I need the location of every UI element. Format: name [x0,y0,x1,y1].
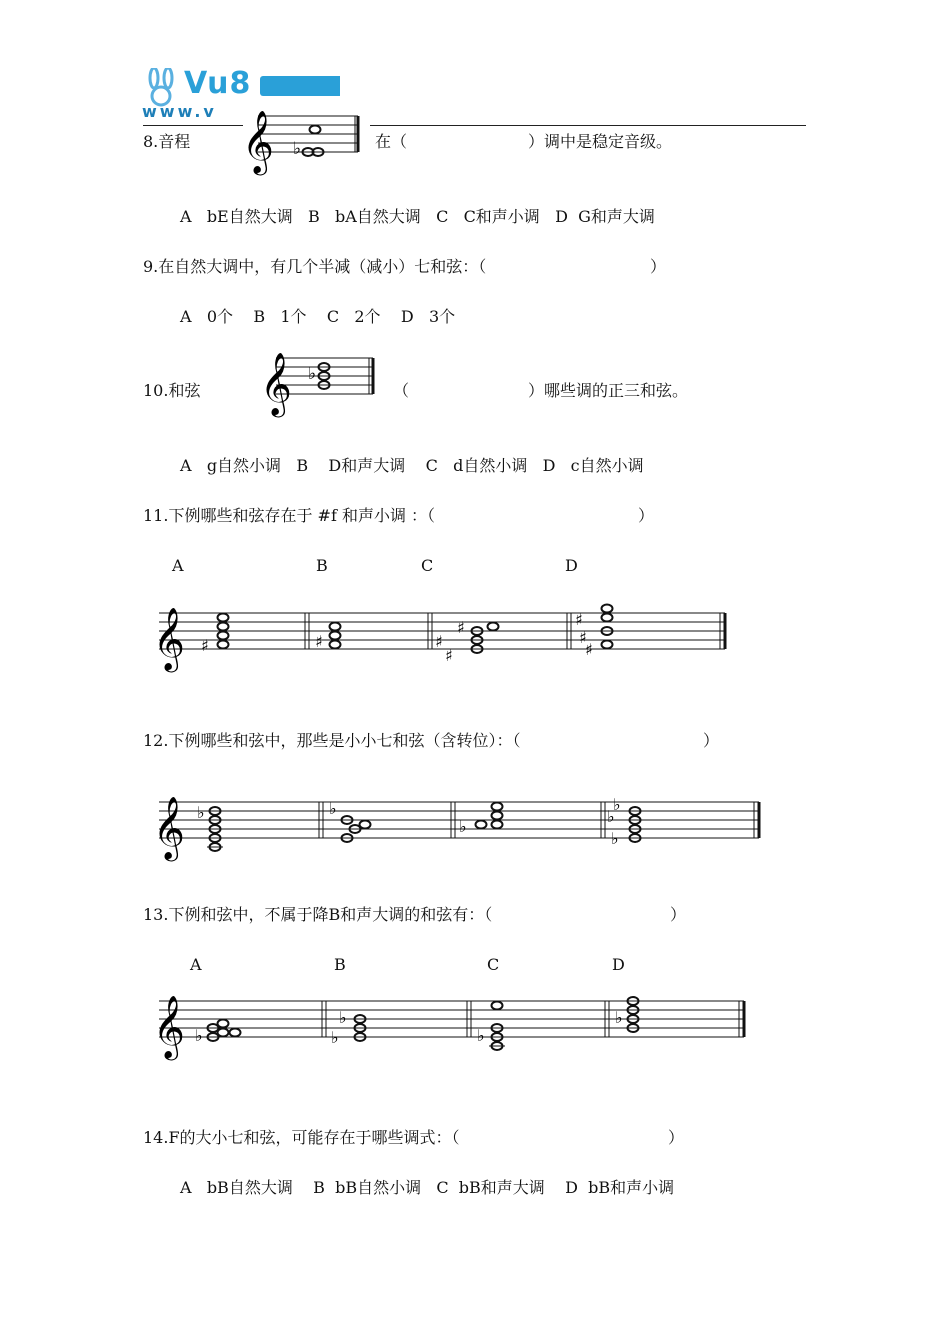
treble-clef-icon: 𝄞 [153,607,185,670]
q12-end: ） [703,731,720,750]
flat-icon: ♭ [331,1028,339,1047]
q11-chords-staff [155,595,730,675]
q14-end: ） [668,1128,685,1147]
q8-interval-staff [240,98,370,178]
flat-icon: ♭ [459,817,467,836]
q13-label-b: B [334,955,346,974]
flat-icon: ♭ [615,1008,623,1027]
flat-icon: ♭ [477,1026,485,1045]
q10-end: ）哪些调的正三和弦。 [528,381,689,400]
flat-icon: ♭ [611,829,619,848]
q11-text: 11.下例哪些和弦存在于 #f 和声小调 ：（ [143,506,436,525]
q13-label-c: C [487,955,500,974]
logo-url: www.v [142,102,217,121]
sharp-icon: ♯ [579,628,587,647]
header-rule-left [143,125,243,126]
q11-end: ） [638,506,655,525]
q13-label-a: A [190,955,202,974]
sharp-icon: ♯ [445,646,453,665]
treble-clef-icon: 𝄞 [153,995,185,1058]
logo-mark: Vu8 [184,66,252,101]
q10-prefix: 10.和弦 [143,381,201,400]
note-c5 [310,126,321,134]
sharp-icon: ♯ [315,632,323,651]
q13-text: 13.下例和弦中，不属于降B和声大调的和弦有：（ [143,905,493,924]
q14-text: 14.F的大小七和弦，可能存在于哪些调式：（ [143,1128,460,1147]
sharp-icon: ♯ [575,610,583,629]
flat-icon: ♭ [329,799,337,818]
flat-icon: ♭ [613,795,621,814]
q11-label-a: A [172,556,184,575]
q9-end: ） [650,257,667,276]
flat-icon: ♭ [607,807,615,826]
sharp-icon: ♯ [457,618,465,637]
q9-text: 9.在自然大调中，有几个半减（减小）七和弦：（ [143,257,487,276]
q10-chord-staff [258,340,378,420]
q14-options: A bB自然大调 B bB自然小调 C bB和声大调 D bB和声小调 [180,1178,675,1197]
flat-icon: ♭ [308,364,317,384]
q9-options: A 0个 B 1个 C 2个 D 3个 [180,307,456,326]
treble-clef-icon: 𝄞 [260,352,292,415]
q10-mid: （ [393,381,410,400]
flat-icon: ♭ [195,1026,203,1045]
q8-options: A bE自然大调 B bA自然大调 C C和声小调 D G和声大调 [180,207,655,226]
q12-text: 12.下例哪些和弦中，那些是小小七和弦（含转位）：（ [143,731,521,750]
q13-end: ） [670,905,687,924]
q8-end: ）调中是稳定音级。 [528,132,673,151]
q11-label-c: C [421,556,434,575]
q12-chords-staff [155,784,765,864]
logo-banner [260,76,340,96]
q11-label-d: D [565,556,578,575]
flat-icon: ♭ [339,1008,347,1027]
treble-clef-icon: 𝄞 [153,796,185,859]
q13-label-d: D [612,955,625,974]
sharp-icon: ♯ [201,636,209,655]
header-rule-right [370,125,806,126]
flat-icon: ♭ [293,139,302,159]
q11-label-b: B [316,556,328,575]
q10-options: A g自然小调 B D和声大调 C d自然小调 D c自然小调 [180,456,644,475]
q8-mid: 在（ [375,132,408,151]
q13-chords-staff [155,983,750,1063]
flat-icon: ♭ [197,803,205,822]
treble-clef-icon: 𝄞 [242,110,274,173]
sharp-icon: ♯ [435,632,443,651]
sharp-icon: ♯ [585,640,593,659]
q8-prefix: 8.音程 [143,132,191,151]
